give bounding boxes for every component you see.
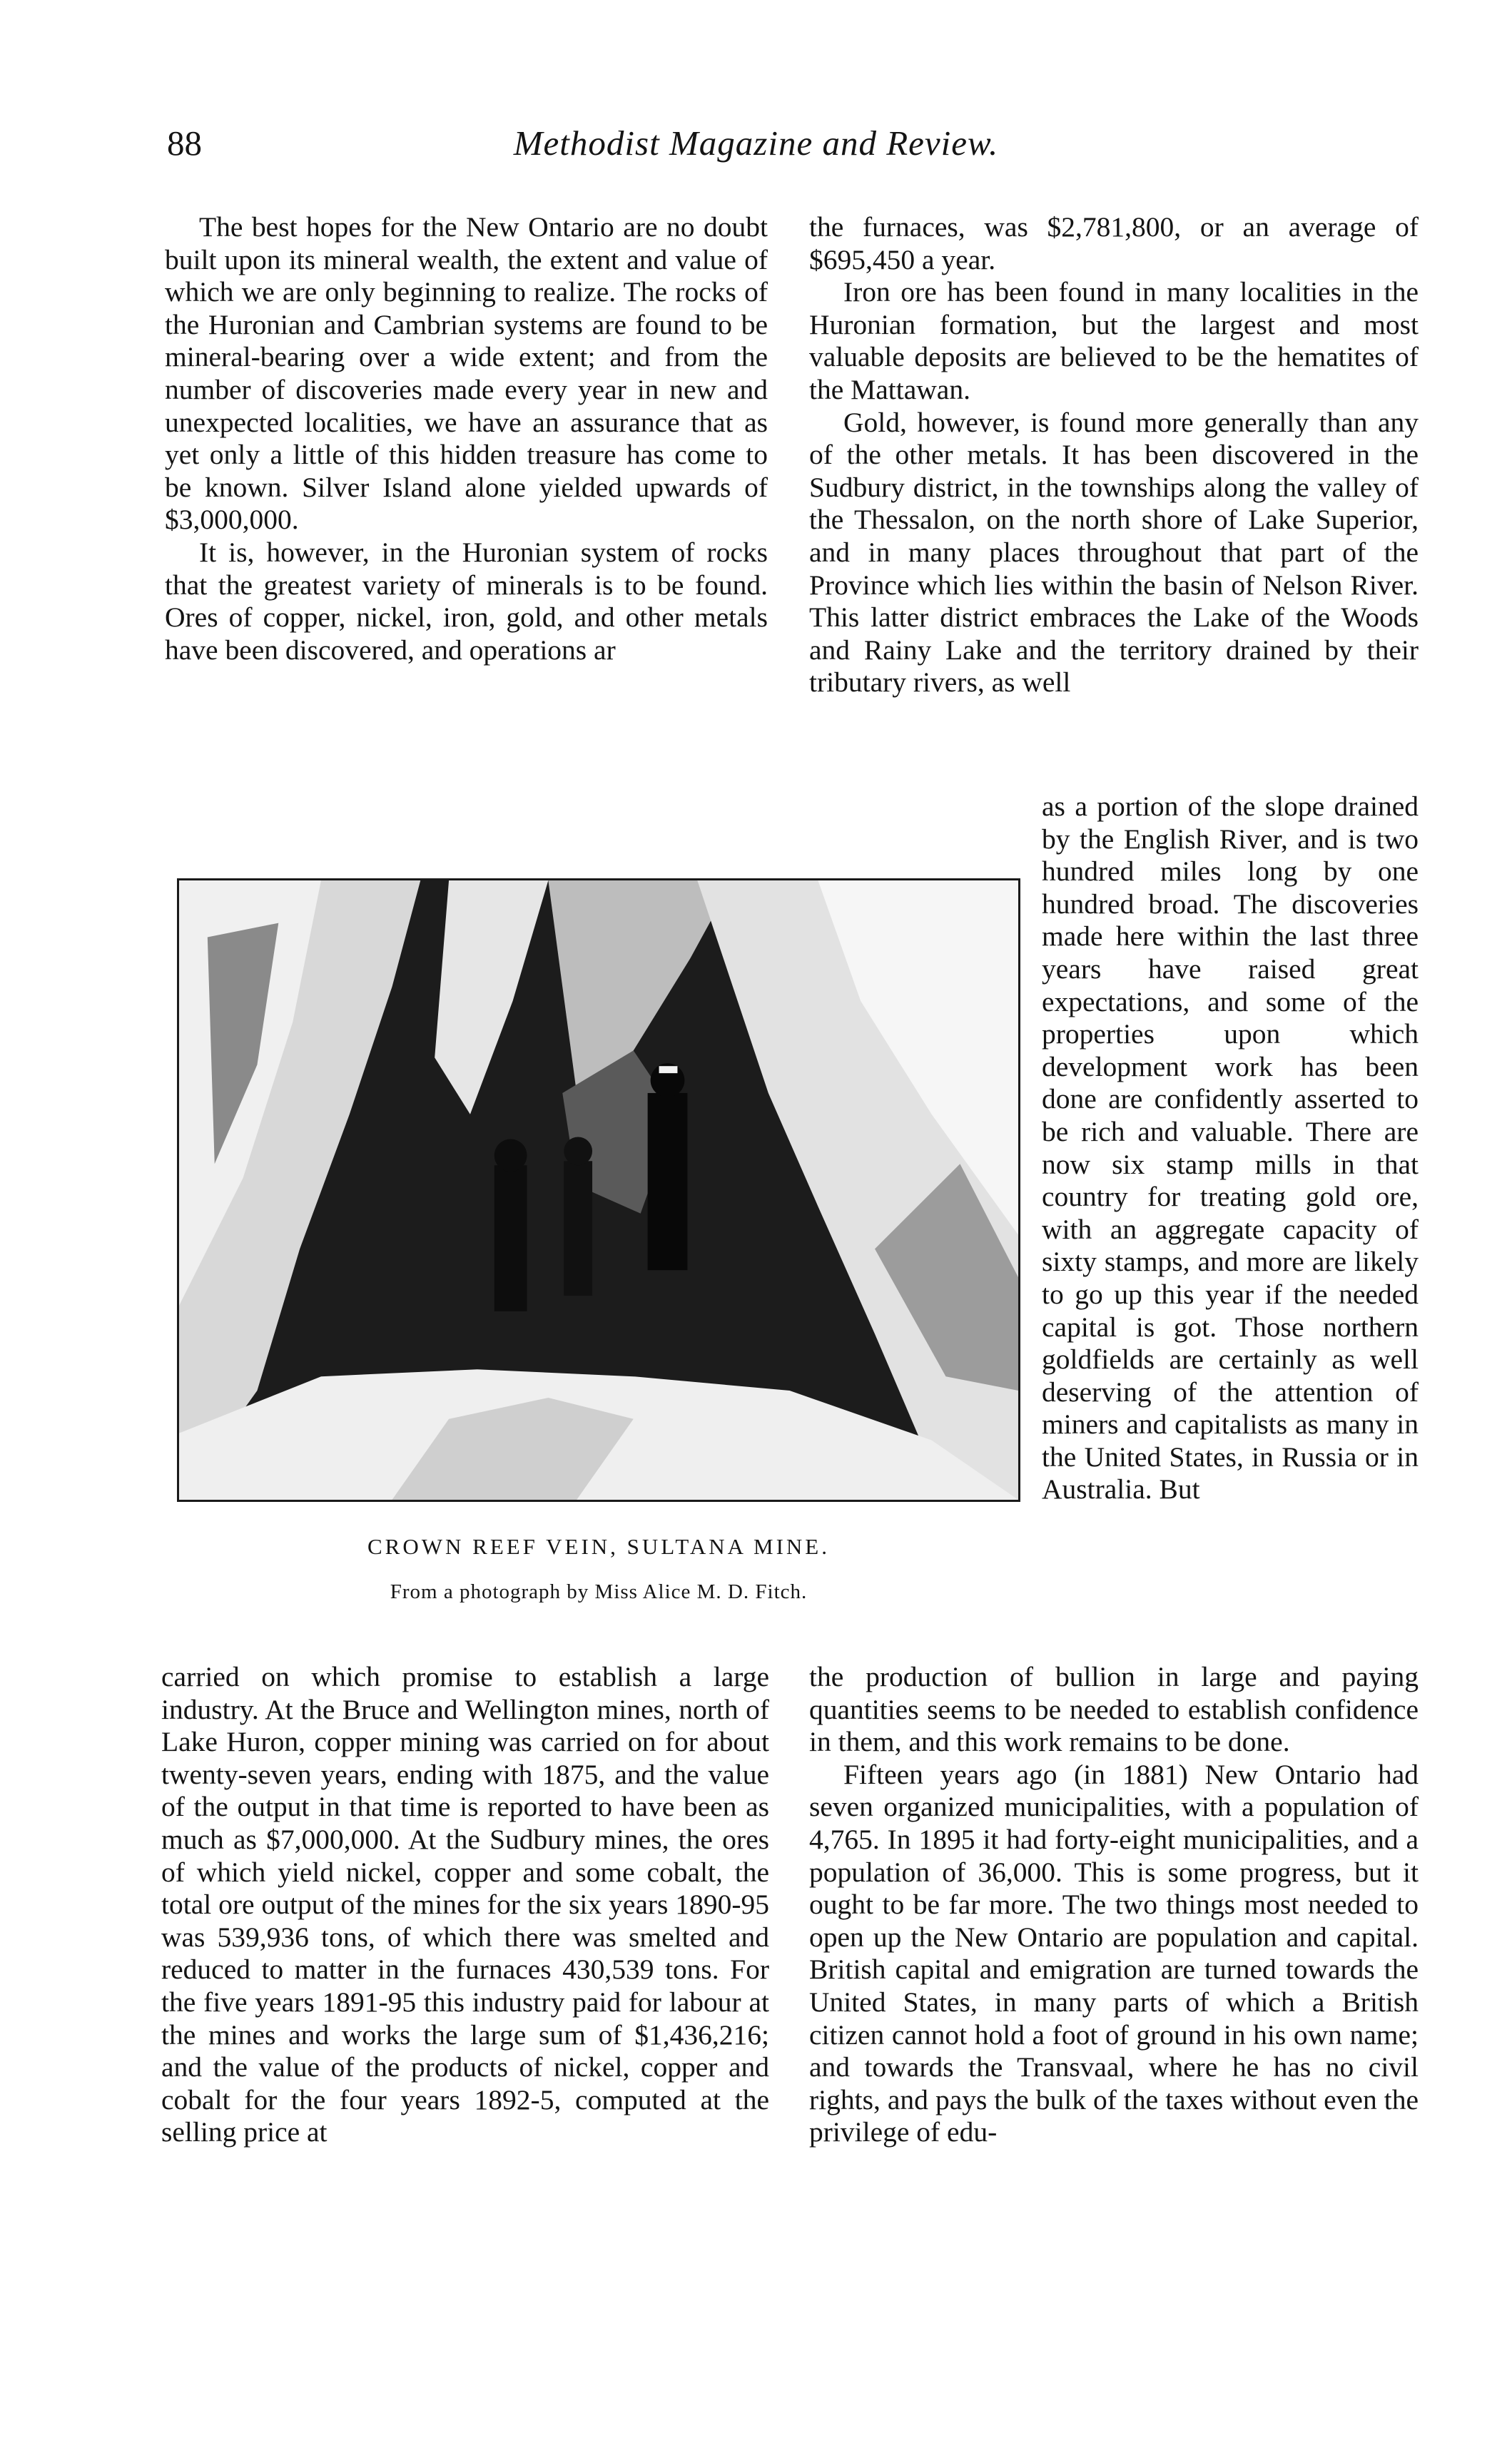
left-column-bottom: [161, 1661, 769, 2149]
paragraph: It is, however, in the Huronian system of rocks that the greatest variety of minerals is to be found. Ores of copper, nickel, iron, gold, and other metals have been discovered, and operations ar: [165, 536, 768, 666]
paragraph: Fifteen years ago (in 1881) New Ontario had seven organized municipalities, with a population of 4,765. In 1895 it had forty-eight municipalities, and a population of 36,000. This is some progress, but it ought to be far more. The two things most needed to open up the New Ontario are population and capital. British capital and emigration are turned towards the United States, in many parts of which a British citizen cannot hold a foot of ground in his own name; and towards the Transvaal, where he has no civil rights, and pays the bulk of the taxes without even the privilege of edu-: [809, 1758, 1419, 2148]
paragraph: as a portion of the slope drained by the English River, and is two hundred miles long by one hundred broad. The discoveries made here within the last three years have raised great expectations, and some of the properties upon which development work has been done are confidently asserted to be rich and valuable. There are now six stamp mills in that country for treating gold ore, with an aggregate capacity of sixty stamps, and more are likely to go up this year if the needed capital is got. Those northern goldfields are certainly as well deserving of the attention of miners and capitalists as many in the United States, in Russia or in Australia. But: [1042, 791, 1419, 1505]
right-column-bottom: [809, 1661, 1419, 2149]
page-number: 88: [167, 123, 202, 163]
figure-credit: From a photograph by Miss Alice M. D. Fitch.: [390, 1580, 808, 1603]
figure-caption: CROWN REEF VEIN, SULTANA MINE.: [367, 1534, 830, 1559]
right-column-top: [809, 211, 1419, 699]
magazine-title: Methodist Magazine and Review.: [513, 123, 999, 163]
paragraph: carried on which promise to establish a large industry. At the Bruce and Wellington mines, north of Lake Huron, copper mining was carried on for about twenty-seven years, ending with 1875, and the value of the output in that time is reported to have been as much as $7,000,000. At the Sudbury mines, the ores of which yield nickel, copper and some cobalt, the total ore output of the mines for the six years 1890-95 was 539,936 tons, of which there was smelted and reduced to matter in the furnaces 430,539 tons. For the five years 1891-95 this industry paid for labour at the mines and works the large sum of $1,436,216; and the value of the products of nickel, copper and cobalt for the four years 1892-5, computed at the selling price at: [161, 1661, 769, 2148]
running-header: [0, 123, 1512, 180]
photograph-illustration: [179, 880, 1018, 1500]
paragraph: the production of bullion in large and paying quantities seems to be needed to establish confidence in them, and this work remains to be done.: [809, 1661, 1419, 1758]
paragraph: The best hopes for the New Ontario are no doubt built upon its mineral wealth, the extent and value of which we are only beginning to realize. The rocks of the Huronian and Cambrian systems are found to be mineral-bearing over a wide extent; and from the number of discoveries made every year in new and unexpected localities, we have an assurance that as yet only a little of this hidden treasure has come to be known. Silver Island alone yielded upwards of $3,000,000.: [165, 211, 768, 536]
paragraph: Iron ore has been found in many localities in the Huronian formation, but the largest and most valuable deposits are believed to be the hematites of the Mattawan.: [809, 276, 1419, 405]
left-column-top: [165, 211, 768, 666]
right-column-wrap: [1042, 791, 1419, 1506]
paragraph: the furnaces, was $2,781,800, or an average of $695,450 a year.: [809, 211, 1419, 275]
paragraph: Gold, however, is found more generally than any of the other metals. It has been discovered in the Sudbury district, in the townships along the valley of the Thessalon, on the north shore of Lake Superior, and in many places throughout that part of the Province which lies within the basin of Nelson River. This latter district embraces the Lake of the Woods and Rainy Lake and the territory drained by their tributary rivers, as well: [809, 406, 1419, 699]
mine-photograph: [177, 878, 1020, 1502]
